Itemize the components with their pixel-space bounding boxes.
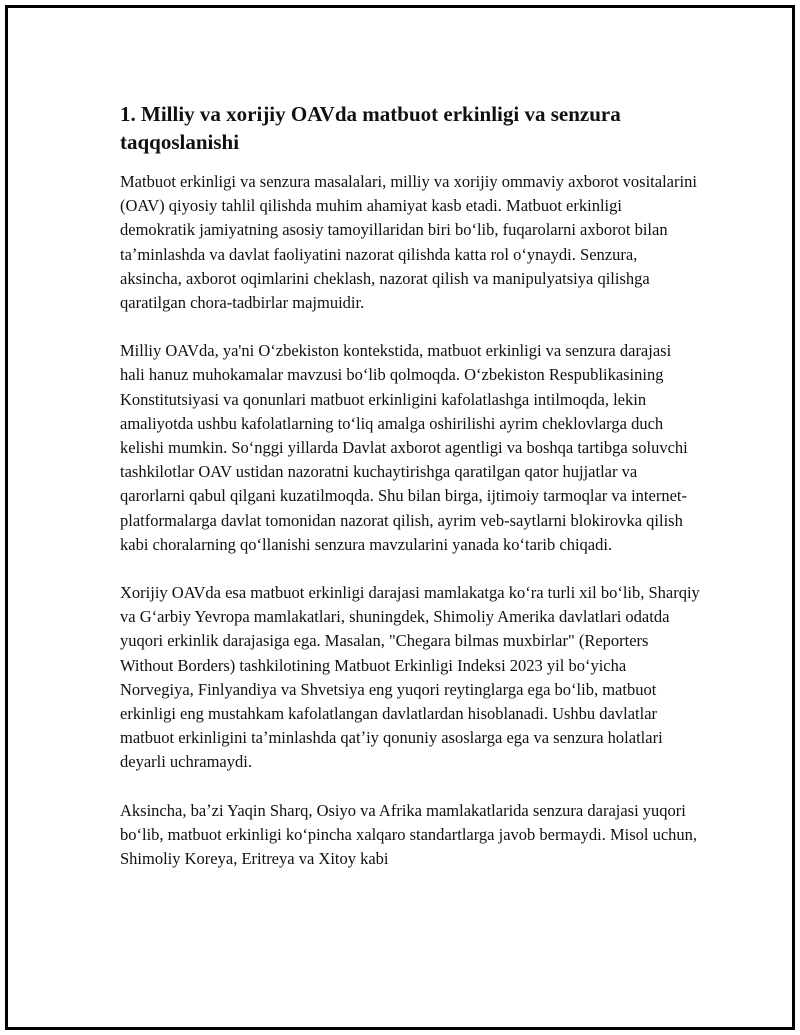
page-frame (5, 5, 795, 1030)
paragraph-1: Matbuot erkinligi va senzura masalalari, milliy va xorijiy ommaviy axborot vositalarini (OAV) qiyosiy tahlil qilishda muhim ahamiyat kasb etadi. Matbuot erkinligi demokratik jamiyatning asosiy tamoyillaridan biri boʻlib, fuqarolarni axborot bilan taʼminlashda va davlat faoliyatini nazorat qilishda katta rol oʻynaydi. Senzura, aksincha, axborot oqimlarini cheklash, nazorat qilish va manipulyatsiya qilishga qaratilgan chora-tadbirlar majmuidir. (120, 172, 697, 313)
paragraph-3: Xorijiy OAVda esa matbuot erkinligi darajasi mamlakatga koʻra turli xil boʻlib, Sharqiy va Gʻarbiy Yevropa mamlakatlari, shuningdek, Shimoliy Amerika davlatlari odatda yuqori erkinlik darajasiga ega. Masalan, "Chegara bilmas muxbirlar" (Reporters Without Borders) tashkilotining Matbuot Erkinligi Indeksi 2023 yil boʻyicha Norvegiya, Finlyandiya va Shvetsiya eng yuqori reytinglarga ega boʻlib, matbuot erkinligi eng mustahkam kafolatlangan davlatlardan hisoblanadi. Ushbu davlatlar matbuot erkinligini taʼminlashda qatʼiy qonuniy asoslarga ega va senzura holatlari deyarli uchramaydi. (120, 583, 700, 772)
paragraph-4: Aksincha, baʼzi Yaqin Sharq, Osiyo va Afrika mamlakatlarida senzura darajasi yuqori boʻlib, matbuot erkinligi koʻpincha xalqaro standartlarga javob bermaydi. Misol uchun, Shimoliy Koreya, Eritreya va Xitoy kabi (120, 800, 698, 869)
paragraph-2: Milliy OAVda, ya'ni Oʻzbekiston kontekstida, matbuot erkinligi va senzura darajasi hali hanuz muhokamalar mavzusi boʻlib qolmoqda. Oʻzbekiston Respublikasining Konstitutsiyasi va qonunlari matbuot erkinligini kafolatlashga intilmoqda, lekin amaliyotda ushbu kafolatlarning toʻliq amalga oshirilishi ayrim cheklovlarga duch kelishi mumkin. Soʻnggi yillarda Davlat axborot agentligi va boshqa tartibga soluvchi tashkilotlar OAV ustidan nazoratni kuchaytirishga qaratilgan qator hujjatlar va qarorlarni qabul qilgani kuzatilmoqda. Shu bilan birga, ijtimoiy tarmoqlar va internet-platformalarga davlat tomonidan nazorat qilish, ayrim veb-saytlarni blokirovka qilish kabi choralarning qoʻllanishi senzura mavzularini yanada koʻtarib chiqadi. (120, 341, 688, 554)
document-body (120, 100, 700, 895)
section-heading: 1. Milliy va xorijiy OAVda matbuot erkinligi va senzura taqqoslanishi (120, 102, 621, 154)
